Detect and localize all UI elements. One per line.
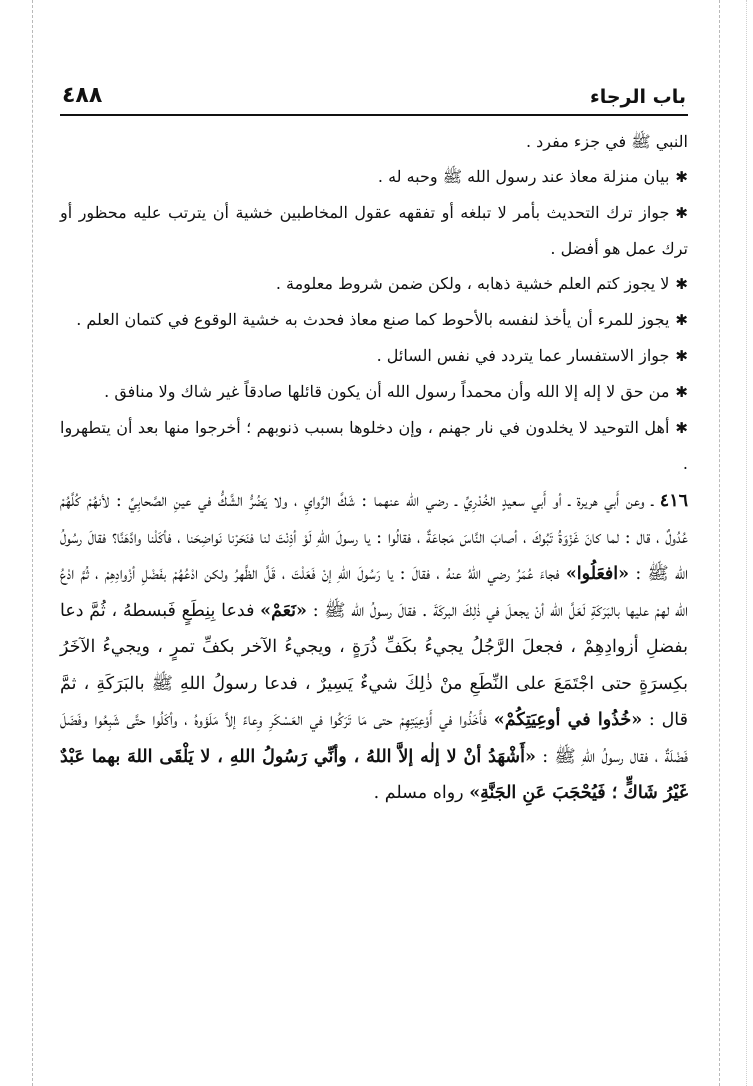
book-page [60, 68, 688, 812]
benefit-text: من حق لا إله إلا الله وأن محمداً رسول الله أن يكون قائلها صادقاً غير شاك ولا منافق . [104, 382, 670, 401]
margin-guide-left [32, 0, 33, 1086]
benefit-item [60, 266, 688, 302]
benefit-text: أهل التوحيد لا يخلدون في نار جهنم ، وإن دخلوها بسبب ذنوبهم ؛ أخرجوا منها بعد أن يتطهروا . [60, 418, 688, 473]
asterisk-bullet-icon: ✱ [675, 311, 688, 329]
page-content [60, 124, 688, 812]
asterisk-bullet-icon: ✱ [675, 419, 688, 437]
margin-guide-right [719, 0, 720, 1086]
benefit-item [60, 302, 688, 338]
margin-guide-edge [746, 0, 747, 1086]
benefit-text: جواز ترك التحديث بأمر لا تبلغه أو تفقهه عقول المخاطبين خشية أن يترتب عليه محظور أو ترك عمل هو أفضل . [60, 203, 688, 258]
asterisk-bullet-icon: ✱ [675, 204, 688, 222]
benefit-item [60, 159, 688, 195]
hadith-seg: ـ وعن أَبي هريرة ـ أو أَبي سعيدٍ الخُدْرِيِّ ـ رضي الله عنهما : شَكَّ الرَّوايِ ، ولا يَضُرُّ الشَّكُّ في عينِ الصَّحابِيِّ : لأنهُمْ كُلَّهُمْ عُدُولٌ ، قال : لما كانَ غَزْوَةُ تَبُوكَ ، أصابَ النَّاسَ مَجاعَةٌ ، فقالُوا : يا رسولَ اللهِ لَوْ أذِنْتَ لنا فنَحَرْنا نَواضِحَنا ، فأكَلْنا وادَّهَنَّا؟ فقالَ رسُولُ الله ﷺ : [60, 491, 688, 584]
page-number: ٤٨٨ [62, 83, 103, 108]
benefit-text: يجوز للمرء أن يأخذ لنفسه بالأحوط كما صنع معاذ فحدث به خشية الوقوع في كتمان العلم . [76, 310, 670, 329]
prophetic-quote: «نَعَمْ» [260, 600, 307, 621]
prophetic-quote: «خُذُوا في أوعِيَتِكُمْ» [493, 710, 643, 730]
asterisk-bullet-icon: ✱ [675, 347, 688, 365]
intro-continuation: النبي ﷺ في جزء مفرد . [526, 132, 688, 151]
benefit-item [60, 374, 688, 410]
page-header [60, 68, 688, 116]
asterisk-bullet-icon: ✱ [675, 383, 688, 401]
asterisk-bullet-icon: ✱ [675, 275, 688, 293]
hadith-number: ٤١٦ [659, 491, 688, 511]
hadith-seg: فدعا بِنِطَعٍ فَبسطهُ ، ثُمَّ دعا بفضلِ أزوادِهِمْ ، فجعلَ الرَّجُلُ يجيءُ بكَفِّ ذُرَةٍ ، ويجيءُ الآخر بكفِّ تمرٍ ، ويجيءُ الآخَرُ بكِسرَةٍ حتى اجْتَمَعَ على النِّطَعِ منْ ذٰلِكَ شيءٌ يَسِيرٌ ، فدعا رسولُ اللهِ ﷺ بالبَرَكَةِ ، ثمَّ قال : [60, 600, 688, 730]
hadith-seg: رواه مسلم . [373, 783, 470, 803]
hadith-seg: فأَخَذُوا في أَوْعِيَتِهِمْ حتى مَا تَرَكُوا في العَسْكَرِ وِعاءً إلاَّ مَلَؤوهُ ، وأكَلُوا حتَّى شَبِعُوا وفَضَلَ فَضْلَةٌ ، فقال رسولُ اللهِ ﷺ : [60, 710, 688, 767]
hadith-seg: فجاءَ عُمَرُ رضي اللهُ عنهُ ، فقالَ : يا رَسُولَ اللهِ إنْ فَعَلْتَ ، قَلَّ الظَّهرُ ولكن ادْعُهُمْ بفَضْلِ أزْوادِهِمْ ، ثُمَّ ادْعُ الله لهمْ عليها بالبَرَكَةِ لَعَلَّ الله أنْ يجعلَ في ذٰلِكَ البركَةَ . فقالَ رسولُ الله ﷺ : [60, 564, 688, 621]
prophetic-quote: «أَشْهَدُ أنْ لا إلٰه إلاَّ اللهُ ، وأنِّي رَسُولُ اللهِ ، لا يَلْقَى اللهَ بهما عَبْدٌ غَيْرُ شَاكٍّ ؛ فَيُحْجَبَ عَنِ الجَنَّةِ» [60, 746, 688, 803]
benefit-text: بيان منزلة معاذ عند رسول الله ﷺ وحبه له . [377, 167, 670, 186]
hadith-text [60, 483, 688, 812]
chapter-title: باب الرجاء [590, 86, 686, 108]
benefit-text: جواز الاستفسار عما يتردد في نفس السائل . [376, 346, 670, 365]
benefit-text: لا يجوز كتم العلم خشية ذهابه ، ولكن ضمن شروط معلومة . [275, 274, 670, 293]
prophetic-quote: «افعَلُوا» [565, 564, 630, 584]
benefit-item [60, 338, 688, 374]
benefit-item [60, 410, 688, 481]
asterisk-bullet-icon: ✱ [675, 168, 688, 186]
hadith-block [60, 483, 688, 812]
benefit-item [60, 195, 688, 266]
